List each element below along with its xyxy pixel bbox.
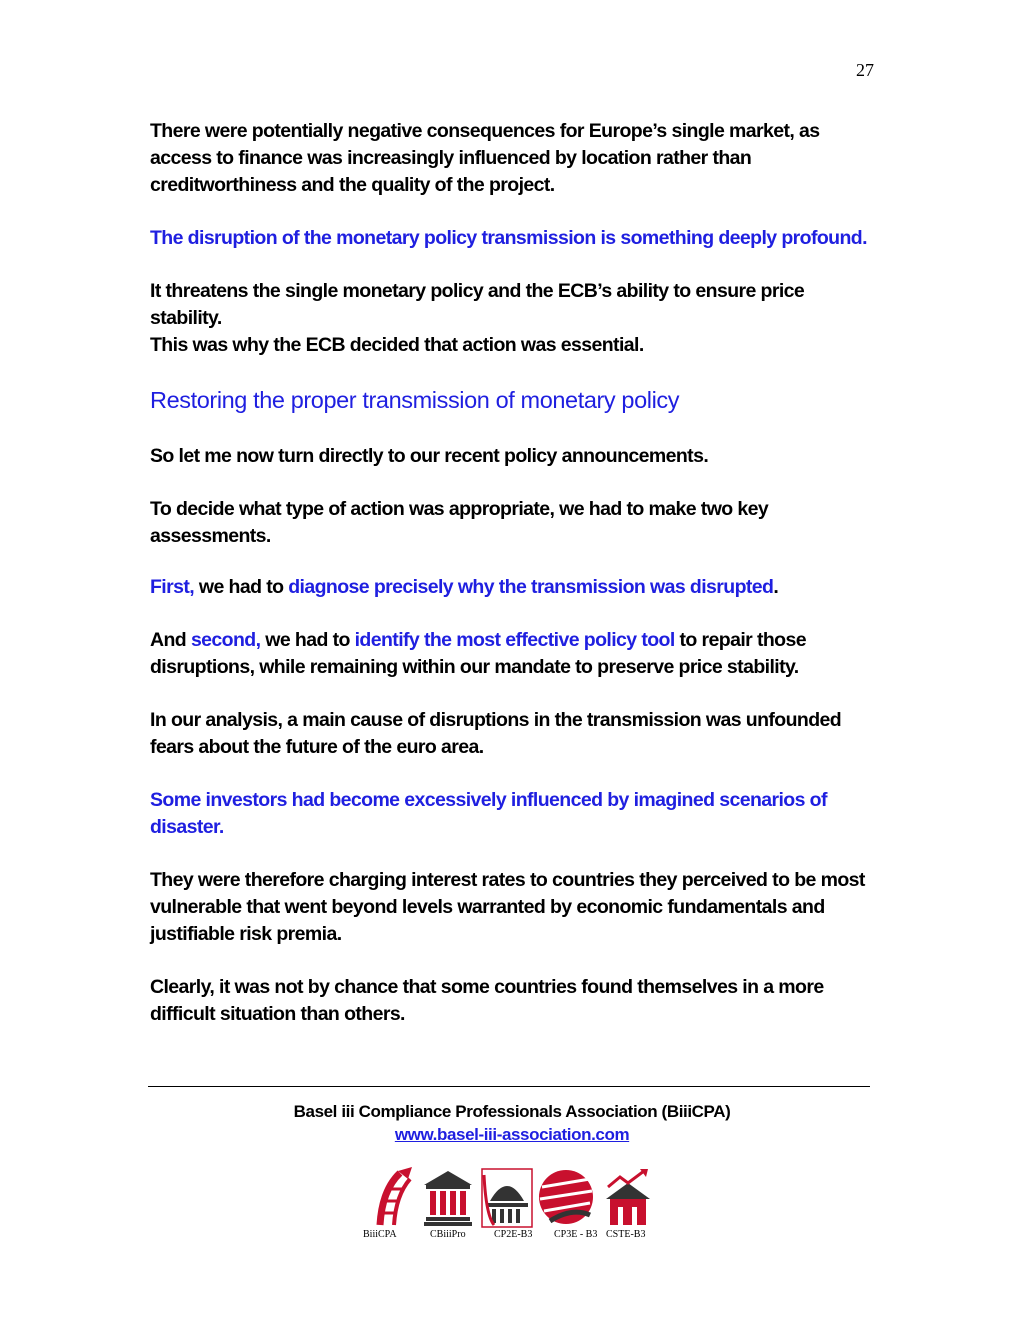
footer-organization: Basel iii Compliance Professionals Association (BiiiCPA) (293, 1102, 731, 1121)
cp3e-b3-logo (539, 1170, 593, 1224)
paragraph-11: Clearly, it was not by chance that some countries found themselves in a more difficult situation than others. (150, 976, 824, 1025)
page-number: 27 (856, 60, 874, 80)
document-body (150, 118, 875, 1028)
section-heading: Restoring the proper transmission of monetary policy (150, 387, 680, 413)
logo-labels (360, 1229, 660, 1245)
cbiiipro-logo (424, 1171, 472, 1226)
paragraph-10: They were therefore charging interest rates to countries they perceived to be most vulnerable that went beyond levels warranted by economic fundamentals and justifiable risk premia. (150, 869, 865, 945)
first-label: First, (150, 576, 195, 598)
logo-label-biiicpa: BiiiCPA (363, 1229, 397, 1240)
paragraph-3b: This was why the ECB decided that action was essential. (150, 334, 644, 356)
paragraph-5: To decide what type of action was appropriate, we had to make two key assessments. (150, 498, 769, 547)
logo-label-cp2e-b3: CP2E-B3 (494, 1229, 533, 1240)
biiicpa-logo (380, 1167, 412, 1225)
diagnose-phrase: diagnose precisely why the transmission was disrupted (288, 576, 774, 598)
footer-website-link[interactable]: www.basel-iii-association.com (394, 1125, 630, 1144)
p6-text-2: . (773, 576, 779, 598)
paragraph-2: The disruption of the monetary policy transmission is something deeply profound. (150, 227, 867, 249)
footer (0, 1100, 1024, 1146)
logo-label-cp3e-b3: CP3E - B3 (554, 1229, 598, 1240)
paragraph-9: Some investors had become excessively influenced by imagined scenarios of disaster. (150, 789, 827, 838)
cste-b3-logo (606, 1169, 650, 1225)
paragraph-1: There were potentially negative consequences for Europe’s single market, as access to finance was increasingly influenced by location rather than creditworthiness and the quality of the project. (150, 120, 820, 196)
paragraph-8: In our analysis, a main cause of disruptions in the transmission was unfounded fears about the future of the euro area. (150, 709, 842, 758)
footer-divider (148, 1086, 870, 1087)
p7-text-3: to repair those disruptions, while remaining within our mandate to preserve price stability. (150, 629, 806, 678)
logo-label-cbiiipro: CBiiiPro (430, 1229, 466, 1240)
p7-text-2: we had to (260, 629, 355, 651)
paragraph-4: So let me now turn directly to our recent policy announcements. (150, 445, 709, 467)
p6-text-1: we had to (194, 576, 289, 598)
second-label: second, (190, 629, 261, 651)
logo-label-cste-b3: CSTE-B3 (606, 1229, 646, 1240)
paragraph-7 (150, 627, 875, 681)
p7-text-1: And (150, 629, 191, 651)
paragraph-6 (150, 574, 875, 601)
policy-tool-phrase: identify the most effective policy tool (354, 629, 675, 651)
paragraph-3a: It threatens the single monetary policy and the ECB’s ability to ensure price stability. (150, 280, 805, 329)
cp2e-b3-logo (482, 1169, 532, 1227)
